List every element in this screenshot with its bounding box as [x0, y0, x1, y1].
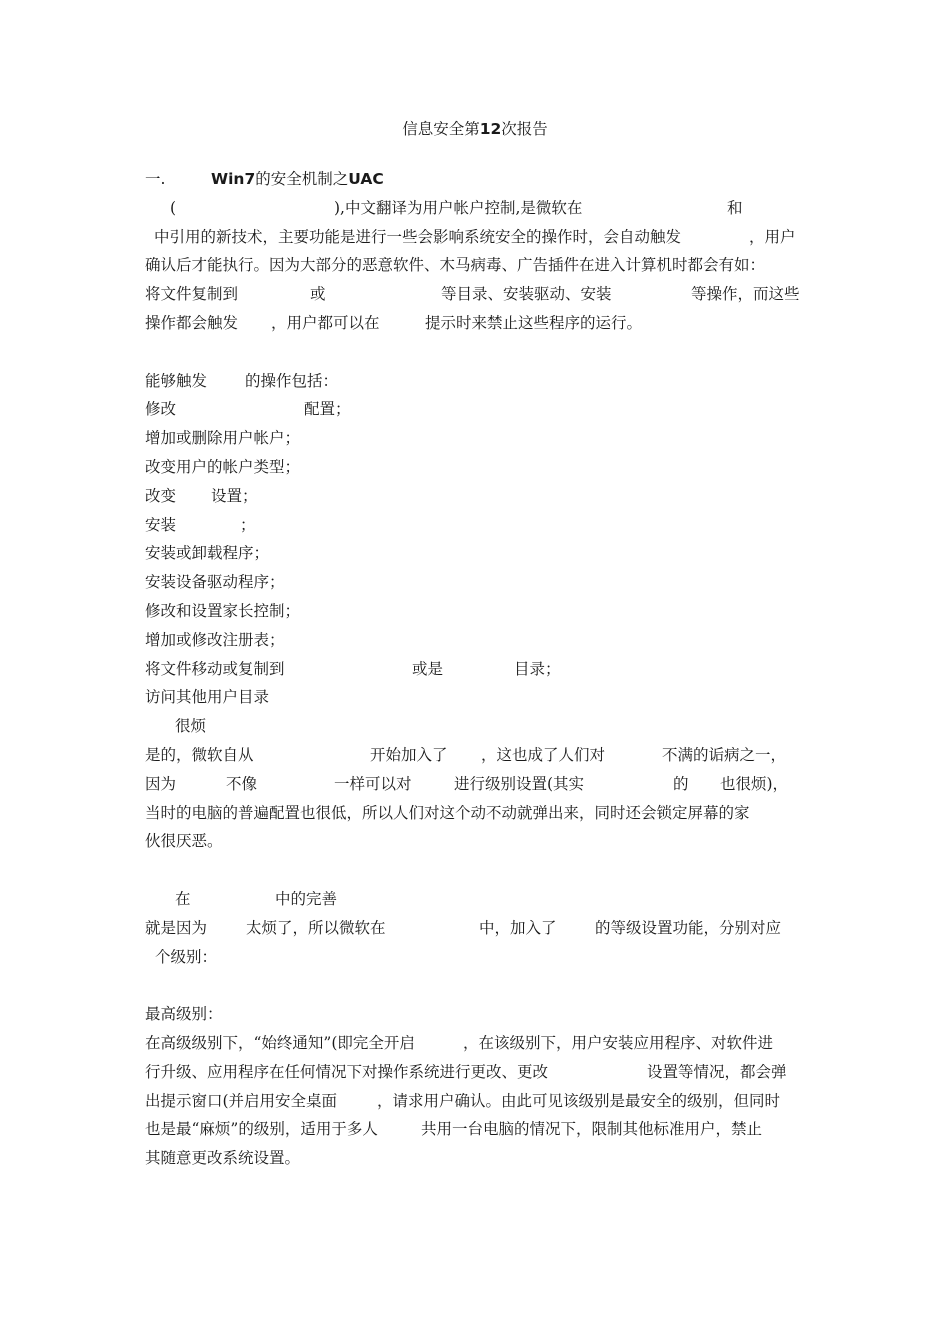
list-item [145, 626, 810, 655]
list-item [145, 539, 810, 568]
text-fragment: 在高级级别下，“始终通知”(即完全开启 [145, 1033, 415, 1052]
paragraph-line [145, 1058, 810, 1087]
text-fragment: 中引用的新技术，主要功能是进行一些会影响系统安全的操作时，会自动触发 [154, 227, 682, 246]
text-fragment: 的等级设置功能，分别对应 [595, 918, 782, 937]
text-fragment: 确认后才能执行。因为大部分的恶意软件、木马病毒、广告插件在进入计算机时都会有如： [145, 256, 766, 275]
text-fragment: 增加或修改注册表； [145, 630, 285, 649]
heading-uac: UAC [348, 170, 384, 188]
text-fragment: 也很烦)， [720, 774, 789, 793]
text-fragment: 的操作包括： [245, 371, 339, 390]
text-fragment: 不像 [226, 774, 258, 793]
heading-text [211, 165, 384, 194]
text-fragment: ，请求用户确认。由此可见该级别是最安全的级别，但同时 [377, 1091, 781, 1110]
subheading [145, 885, 810, 914]
text-fragment: 中，加入了 [479, 918, 557, 937]
paragraph-line [145, 1029, 810, 1058]
text-fragment: 操作都会触发 [145, 313, 239, 332]
list-item [145, 597, 810, 626]
report-title [0, 118, 950, 140]
text-fragment: 因为 [145, 774, 177, 793]
section-heading [145, 165, 810, 194]
text-fragment: ( [170, 198, 177, 217]
list-item [145, 424, 810, 453]
list-item [145, 655, 810, 684]
text-fragment: 最高级别： [145, 1005, 223, 1024]
list-item [145, 683, 810, 712]
paragraph-line [145, 280, 810, 309]
text-fragment: 个级别： [155, 947, 218, 966]
text-fragment: ，用户 [749, 227, 796, 246]
paragraph-line [145, 799, 810, 828]
list-item [145, 568, 810, 597]
text-fragment: ，在该级别下，用户安装应用程序、对软件进 [463, 1033, 774, 1052]
text-fragment: 在 [175, 889, 191, 908]
text-fragment: 访问其他用户目录 [145, 688, 270, 707]
heading-win7: Win7 [211, 170, 256, 188]
text-fragment: ),中文翻译为用户帐户控制,是微软在 [334, 198, 583, 217]
text-fragment: 进行级别设置(其实 [454, 774, 585, 793]
title-text-post: 次报告 [501, 120, 548, 138]
text-fragment: 安装 [145, 515, 177, 534]
text-fragment: 当时的电脑的普遍配置也很低，所以人们对这个动不动就弹出来，同时还会锁定屏幕的家 [145, 803, 750, 822]
list-item [145, 511, 810, 540]
paragraph-line [145, 914, 810, 943]
text-fragment: 配置； [304, 400, 351, 419]
paragraph-line [145, 251, 810, 280]
list-item [145, 395, 810, 424]
text-fragment: 开始加入了 [370, 745, 448, 764]
paragraph-line [145, 194, 810, 223]
heading-number: 一. [145, 170, 166, 188]
text-fragment: 是的，微软自从 [145, 745, 254, 764]
text-fragment: ，这也成了人们对 [481, 745, 606, 764]
list-item [145, 453, 810, 482]
text-fragment: 设置等情况，都会弹 [647, 1062, 787, 1081]
paragraph-line [145, 1144, 810, 1173]
paragraph-line [145, 741, 810, 770]
text-fragment: 很烦 [175, 717, 207, 736]
text-fragment: 其随意更改系统设置。 [145, 1149, 301, 1168]
text-fragment: 也是最“麻烦”的级别，适用于多人 [145, 1120, 378, 1139]
paragraph-line [145, 770, 810, 799]
text-fragment: 中的完善 [275, 889, 338, 908]
paragraph-line [145, 309, 810, 338]
text-fragment: 出提示窗口(并启用安全桌面 [145, 1091, 338, 1110]
text-fragment: 的 [673, 774, 689, 793]
text-fragment: 共用一台电脑的情况下，限制其他标准用户，禁止 [421, 1120, 763, 1139]
text-fragment: 目录； [514, 659, 561, 678]
paragraph-line [145, 712, 810, 741]
text-fragment: 将文件移动或复制到 [145, 659, 285, 678]
text-fragment: 或是 [412, 659, 444, 678]
text-fragment: 安装设备驱动程序； [145, 573, 285, 592]
document-body [145, 165, 810, 1173]
text-fragment: 修改和设置家长控制； [145, 601, 301, 620]
text-fragment: 或 [310, 285, 326, 304]
subheading [145, 1000, 810, 1029]
paragraph-line [145, 943, 810, 972]
text-fragment: 行升级、应用程序在任何情况下对操作系统进行更改、更改 [145, 1062, 549, 1081]
title-text-pre: 信息安全第 [402, 120, 480, 138]
text-fragment: 能够触发 [145, 371, 208, 390]
text-fragment: 提示时来禁止这些程序的运行。 [425, 313, 643, 332]
paragraph-line [145, 827, 810, 856]
text-fragment: 安装或卸载程序； [145, 544, 270, 563]
text-fragment: 等目录、安装驱动、安装 [441, 285, 612, 304]
list-item [145, 482, 810, 511]
text-fragment: 增加或删除用户帐户； [145, 429, 301, 448]
list-item [145, 367, 810, 396]
paragraph-line [145, 223, 810, 252]
text-fragment: 改变用户的帐户类型； [145, 457, 301, 476]
text-fragment: 将文件复制到 [145, 285, 239, 304]
text-fragment: 就是因为 [145, 918, 208, 937]
text-fragment: 和 [727, 198, 743, 217]
text-fragment: 太烦了，所以微软在 [246, 918, 386, 937]
title-number: 12 [479, 120, 502, 138]
text-fragment: 修改 [145, 400, 177, 419]
paragraph-line [145, 1087, 810, 1116]
text-fragment: ； [240, 515, 256, 534]
paragraph-line [145, 1115, 810, 1144]
text-fragment: 不满的诟病之一， [662, 745, 787, 764]
text-fragment: 等操作，而这些 [691, 285, 800, 304]
text-fragment: 伙很厌恶。 [145, 832, 223, 851]
heading-mid: 的安全机制之 [255, 170, 349, 188]
text-fragment: 一样可以对 [334, 774, 412, 793]
text-fragment: 改变 [145, 486, 177, 505]
text-fragment: 设置； [211, 486, 258, 505]
text-fragment: ，用户都可以在 [271, 313, 380, 332]
